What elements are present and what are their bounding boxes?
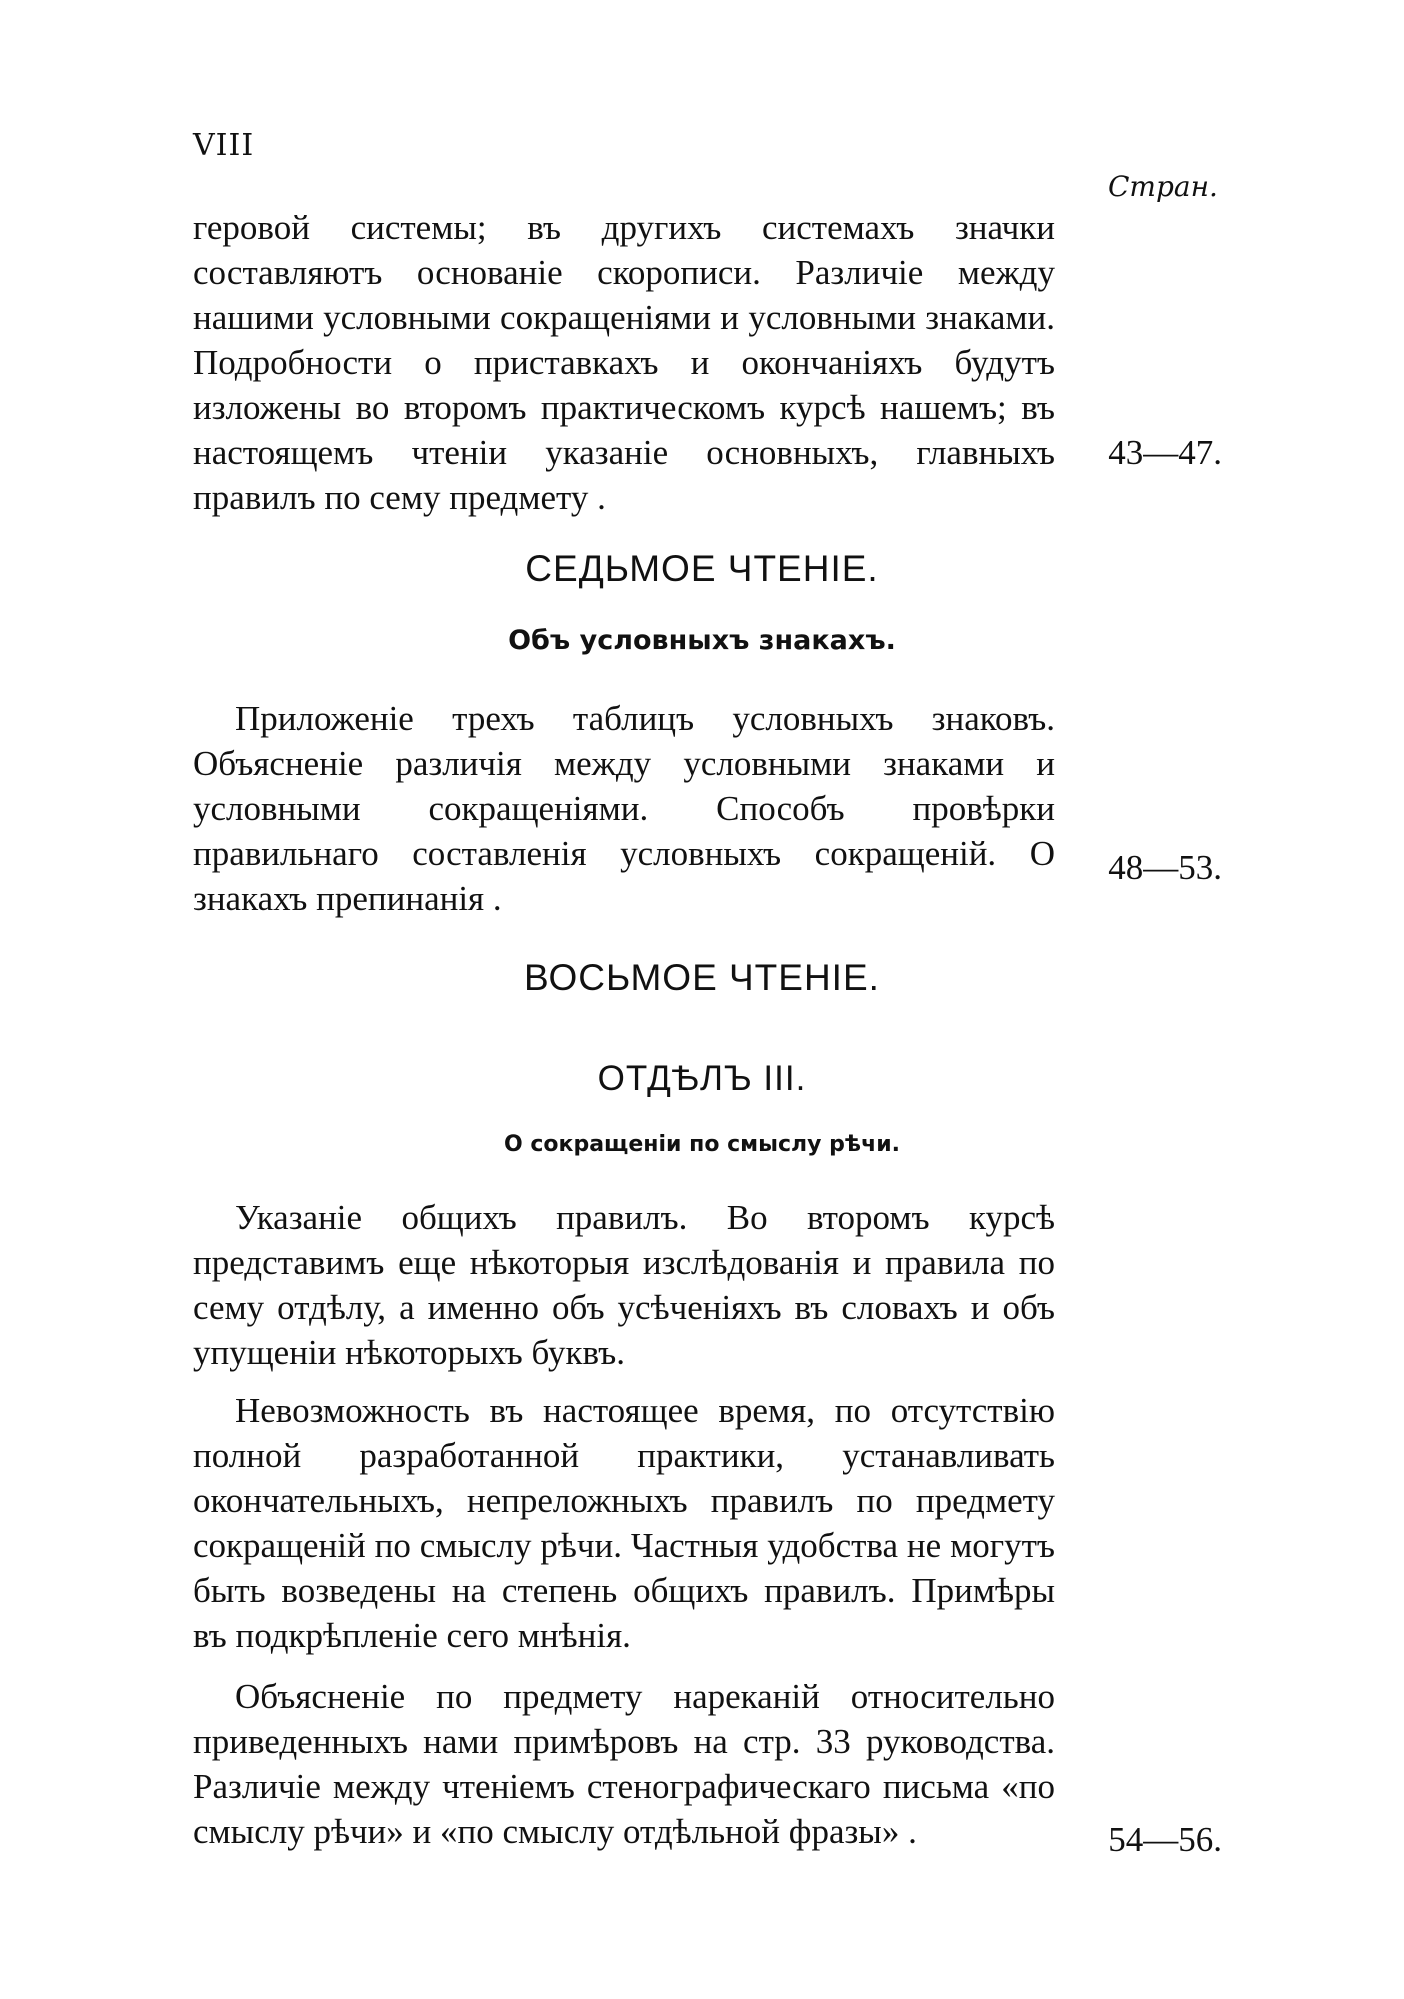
section8-paragraph-1: Указаніе общихъ правилъ. Во второмъ курсѣ представимъ еще нѣкоторыя изслѣдованія и правила по сему отдѣлу, а именно объ усѣченіяхъ въ словахъ и объ упущеніи нѣкоторыхъ буквъ. [193,1198,1055,1372]
section7-text: Приложеніе трехъ таблицъ условныхъ знаковъ. Объясненіе различія между условными знаками и условными сокращеніями. Способъ провѣрки правильнаго составленія условныхъ сокращеній. О знакахъ препинанія . [193,699,1055,918]
section8-subtitle: О сокращеніи по смыслу рѣчи. [504,1132,900,1157]
section6-continuation-text: геровой системы; въ другихъ системахъ значки составляютъ основаніе скорописи. Различіе между нашими условными сокращеніями и условными знаками. Подробности о приставкахъ и окончаніяхъ будутъ изложены во второмъ практическомъ курсѣ нашемъ; въ настоящемъ чтеніи указаніе основныхъ, главныхъ правилъ по сему предмету . [193,208,1055,517]
section8-title: ВОСЬМОЕ ЧТЕНІЕ. [524,957,880,998]
section8-paragraph-2: Невозможность въ настоящее время, по отсутствію полной разработанной практики, устанавливать окончательныхъ, непреложныхъ правилъ по предмету сокращеній по смыслу рѣчи. Частныя удобства не могутъ быть возведены на степень общихъ правилъ. Примѣры въ подкрѣпленіе сего мнѣнія. [193,1391,1055,1655]
division-title: ОТДѢЛЪ III. [597,1059,807,1098]
section7-title: СЕДЬМОЕ ЧТЕНІЕ. [525,548,879,589]
section7-page-range: 48—53. [1108,848,1222,887]
section8-paragraph-3: Объясненіе по предмету нареканій относительно приведенныхъ нами примѣровъ на стр. 33 руководства. Различіе между чтеніемъ стенографическаго письма «по смыслу рѣчи» и «по смыслу отдѣльной фразы» . [193,1677,1055,1851]
section7-subtitle: Объ условныхъ знакахъ. [508,625,896,656]
pages-column-header: Стран. [1108,170,1218,203]
section8-page-range: 54—56. [1108,1820,1222,1859]
page-number: VIII [193,128,255,163]
section6-page-range: 43—47. [1108,433,1222,472]
